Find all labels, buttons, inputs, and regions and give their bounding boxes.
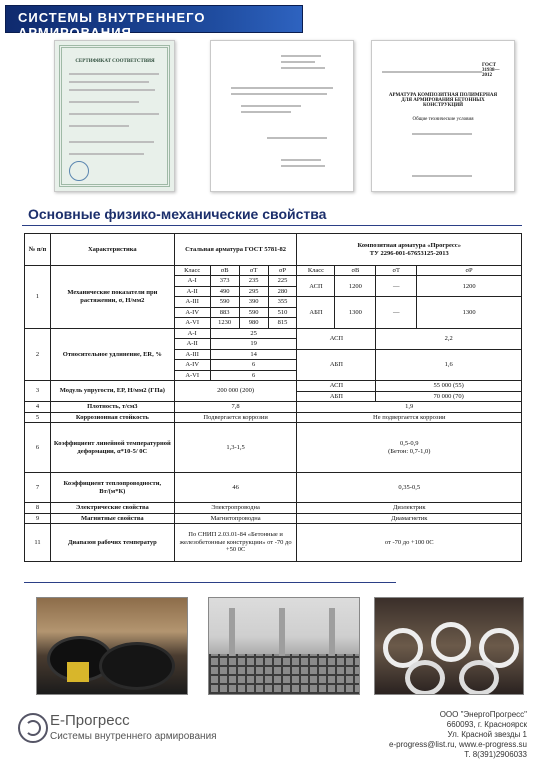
company-logo-icon <box>18 713 48 743</box>
contact-email-web[interactable]: e-progress@list.ru, www.e-progress.su <box>389 740 527 749</box>
table-row: 9 Магнитные свойства Магнитопроводна Диамагнетик <box>25 513 522 523</box>
table-row: А-IV 883 590 510 <box>25 307 522 317</box>
header-no: № п/п <box>25 234 51 266</box>
contact-index-city: 660093, г. Красноярск <box>446 720 527 729</box>
properties-table <box>24 233 522 562</box>
table-row: А-IV 6 <box>25 360 522 370</box>
stamp-icon <box>69 161 89 181</box>
table-row: 8 Электрические свойства Электропроводна Диэлектрик <box>25 503 522 513</box>
gost-code: ГОСТ 31938—2012 <box>482 63 500 78</box>
header-composite: Композитная арматура «Прогресс» ТУ 2296-001-67653125-2013 <box>297 234 522 266</box>
contact-phone: Т. 8(391)2906033 <box>464 750 527 759</box>
contact-street: Ул. Красной звезды 1 <box>447 730 527 739</box>
section-divider <box>22 225 522 226</box>
section-title: Основные физико-механические свойства <box>28 206 327 222</box>
contact-company: ООО "ЭнергоПрогресс" <box>439 710 527 719</box>
footer-brand <box>50 712 217 742</box>
header-steel: Стальная арматура ГОСТ 5781-82 <box>174 234 297 266</box>
table-row: А-III 14 АБП 1,6 <box>25 349 522 359</box>
table-row: 4 Плотность, т/см3 7,8 1,9 <box>25 402 522 412</box>
header-characteristic: Характеристика <box>50 234 174 266</box>
table-row: А-I 373 235 225 АСП 1200 — 1200 <box>25 276 522 286</box>
table-row: А-III 590 390 355 АБП 1300 — 1300 <box>25 297 522 307</box>
table-row: 6 Коэффициент линейной температурной деформации, α*10-5/ 0С 1,3-1,5 0,5-0,9 (Бетон: 0,7-1,0) <box>25 423 522 473</box>
table-row: А-VI 1230 980 815 <box>25 318 522 328</box>
bottom-divider <box>24 582 396 583</box>
certificate-thumbnail <box>54 40 175 192</box>
table-row: 11 Диапазон рабочих температур По СНИП 2.03.01-84 «Бетонные и железобетонные конструкции» от -70 до +50 0С от -70 до +100 0С <box>25 523 522 561</box>
table-row: 3 Модуль упругости, ЕР, Н/мм2 (ГПа) 200 000 (200) АСП 55 000 (55) <box>25 381 522 391</box>
table-row: А-II 490 295 280 <box>25 286 522 296</box>
header-banner <box>5 5 303 40</box>
brand-tagline: Системы внутреннего армирования <box>50 731 217 742</box>
table-row: 2 Относительное удлинение, ER, % А-I 25 АСП 2,2 <box>25 328 522 338</box>
header-title: СИСТЕМЫ ВНУТРЕННЕГО АРМИРОВАНИЯ <box>18 10 206 40</box>
table-row: А-II 19 <box>25 339 522 349</box>
footer-contacts <box>389 710 527 760</box>
gost-thumbnail <box>371 40 515 192</box>
production-photo <box>374 597 524 695</box>
brand-name: Е-Прогресс <box>50 712 130 729</box>
table-row: 5 Коррозионная стойкость Подвергается коррозии Не подвергается коррозии <box>25 412 522 422</box>
table-row: АБП 70 000 (70) <box>25 391 522 401</box>
rebar-coils-photo <box>36 597 188 695</box>
certificate-title: СЕРТИФИКАТ СООТВЕТСТВИЯ <box>75 59 155 64</box>
letter-thumbnail <box>210 40 354 192</box>
gost-title: АРМАТУРА КОМПОЗИТНАЯ ПОЛИМЕРНАЯ ДЛЯ АРМИРОВАНИЯ БЕТОННЫХ КОНСТРУКЦИЙ <box>388 93 498 108</box>
gost-subtitle: Общие технические условия <box>412 117 474 122</box>
table-row: 1 Механические показатели при растяжении, σ, Н/мм2 Класс σВ σТ σР Класс σВ σТ σР <box>25 266 522 276</box>
table-row: 7 Коэффициент теплопроводности, Вт/(м*К) 46 0,35-0,5 <box>25 473 522 503</box>
table-row: А-VI 6 <box>25 370 522 380</box>
construction-site-photo <box>208 597 360 695</box>
